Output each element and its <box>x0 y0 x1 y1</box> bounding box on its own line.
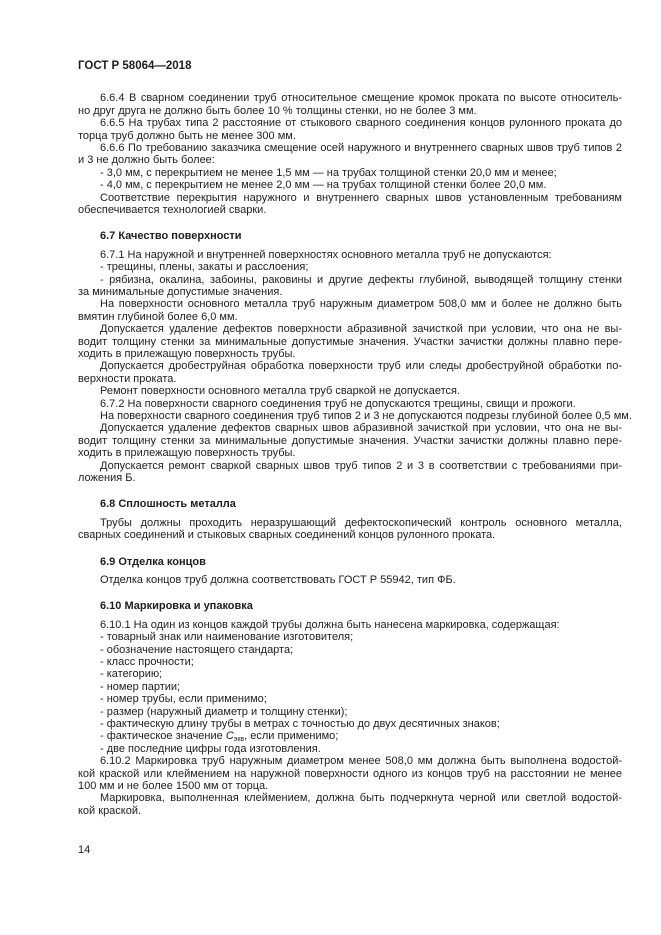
text-line: ложения Б. <box>78 472 136 484</box>
text-line: Соответствие перекрытия наружного и внутреннего сварных швов установленным требованиям <box>100 191 622 204</box>
symbol-subscript: экв <box>233 736 245 744</box>
list-item <box>78 730 622 742</box>
section-heading: 6.9 Отделка концов <box>100 555 206 568</box>
paragraph <box>78 385 622 397</box>
text-line: 6.6.5 На трубах типа 2 расстояние от стыкового сварного соединения концов рулонного проката до <box>100 117 622 130</box>
paragraph <box>78 460 622 485</box>
paragraph <box>78 398 622 410</box>
section-heading: 6.8 Сплошность металла <box>100 498 236 511</box>
text-line: На поверхности сварного соединения труб типов 2 и 3 не допускаются подрезы глубиной более 0,5 мм. <box>100 410 632 423</box>
document-header: ГОСТ Р 58064—2018 <box>78 60 192 72</box>
text-line: сварных соединений и стыковых сварных соединений концов рулонного проката. <box>78 529 496 542</box>
paragraph <box>78 517 622 542</box>
paragraph <box>78 574 622 586</box>
text-line: вмятин глубиной более 6,0 мм. <box>78 310 238 323</box>
text-line: водит толщину стенки за минимальные допустимые значения. Участки зачистки должны плавно пере- <box>78 335 622 348</box>
text-line: кой краской или клеймением на наружной поверхности одного из концов труб на расстоянии не менее <box>78 767 622 780</box>
text-line: Допускается ремонт сваркой сварных швов труб типов 2 и 3 в соответствии с требованиями при- <box>100 459 622 472</box>
paragraph <box>78 792 622 817</box>
paragraph <box>78 142 622 167</box>
document-page <box>78 60 632 817</box>
paragraph <box>78 249 622 261</box>
text-line: - 3,0 мм, с перекрытием не менее 1,5 мм — на трубах толщиной стенки 20,0 мм и менее; <box>100 166 557 179</box>
text-line: 6.10.1 На один из концов каждой трубы должна быть нанесена маркировка, содержащая: <box>100 618 560 631</box>
list-item-text: - фактическое значение <box>100 730 226 743</box>
text-line: Маркировка, выполненная клеймением, должна быть подчеркнута черной или светлой водостой- <box>100 792 622 805</box>
symbol-c: C <box>225 730 234 743</box>
paragraph <box>78 92 622 117</box>
paragraph <box>78 179 622 191</box>
text-line: 6.6.6 По требованию заказчика смещение осей наружного и внутреннего сварных швов труб типов 2 <box>100 142 622 154</box>
text-line: Допускается удаление дефектов сварных швов абразивной зачисткой при условии, что она не вы- <box>100 422 622 435</box>
paragraph <box>78 422 622 459</box>
text-line: - трещины, плены, закаты и расслоения; <box>100 261 309 274</box>
section-heading: 6.7 Качество поверхности <box>100 230 242 243</box>
paragraph <box>78 755 622 792</box>
paragraph <box>78 619 622 631</box>
text-line: 6.7.2 На поверхности сварного соединения труб не допускаются трещины, свищи и прожоги. <box>100 397 576 410</box>
document-body <box>78 92 632 817</box>
text-line: 6.6.4 В сварном соединении труб относительное смещение кромок проката по высоте относитель- <box>100 92 622 105</box>
text-line: - рябизна, окалина, забоины, раковины и другие дефекты глубиной, выводящей толщину стенки <box>100 273 622 286</box>
paragraph <box>78 274 622 299</box>
text-line: верхности проката. <box>78 372 177 385</box>
text-line: 100 мм и не более 1500 мм от торца. <box>78 780 269 793</box>
list-item: - категорию; <box>100 668 163 681</box>
paragraph <box>78 298 622 323</box>
list-item: - обозначение настоящего стандарта; <box>100 643 294 656</box>
list-item: - номер трубы, если применимо; <box>100 693 267 706</box>
text-line: ходить в прилежащую поверхность трубы. <box>78 348 296 360</box>
paragraph <box>78 323 622 360</box>
text-line: 6.7.1 На наружной и внутренней поверхностях основного металла труб не допускаются: <box>100 248 552 261</box>
list-item: - номер партии; <box>100 680 181 693</box>
list-item: - фактическую длину трубы в метрах с точностью до двух десятичных знаков; <box>100 718 500 731</box>
list-item: - товарный знак или наименование изготовителя; <box>100 631 354 644</box>
paragraph <box>78 167 622 179</box>
text-line: Отделка концов труб должна соответствовать ГОСТ Р 55942, тип ФБ. <box>100 574 456 587</box>
section-heading: 6.10 Маркировка и упаковка <box>100 600 253 613</box>
text-line: кой краской. <box>78 804 142 817</box>
list-item: - две последние цифры года изготовления. <box>100 742 321 755</box>
text-line: На поверхности основного металла труб наружным диаметром 508,0 мм и более не должно быть <box>100 298 622 311</box>
list-item-text: , если применимо; <box>244 730 339 743</box>
text-line: но друг друга не должно быть более 10 % толщины стенки, но не более 3 мм. <box>78 104 477 117</box>
text-line: Трубы должны проходить неразрушающий дефектоскопический контроль основного металла, <box>100 516 622 529</box>
bullet-list <box>78 631 622 730</box>
text-line: - 4,0 мм, с перекрытием не менее 2,0 мм — на трубах толщиной стенки более 20,0 мм. <box>100 179 547 192</box>
bullet-list <box>78 743 622 755</box>
text-line: Ремонт поверхности основного металла труб сваркой не допускается. <box>100 385 460 398</box>
text-line: торца труб должно быть не менее 300 мм. <box>78 129 296 142</box>
page-number: 14 <box>78 844 91 856</box>
list-item: - размер (наружный диаметр и толщину стенки); <box>100 705 348 718</box>
paragraph <box>78 360 622 385</box>
text-line: водит толщину стенки за минимальные допустимые значения. Участки зачистки должны плавно пере- <box>78 434 622 447</box>
list-item: - класс прочности; <box>100 656 194 669</box>
paragraph <box>78 192 622 217</box>
paragraph <box>78 410 632 423</box>
text-line: обеспечивается технологией сварки. <box>78 204 267 216</box>
text-line: и 3 не должно быть более: <box>78 154 215 167</box>
text-line: за минимальные допустимые значения. <box>78 286 283 299</box>
text-line: Допускается удаление дефектов поверхности абразивной зачисткой при условии, что она не вы- <box>100 323 622 336</box>
text-line: Допускается дробеструйная обработка поверхности труб или следы дробеструйной обработки по- <box>100 360 622 373</box>
paragraph <box>78 261 622 273</box>
paragraph <box>78 117 622 142</box>
text-line: ходить в прилежащую поверхность трубы. <box>78 447 296 460</box>
text-line: 6.10.2 Маркировка труб наружным диаметром менее 508,0 мм должна быть выполнена водостой- <box>100 755 622 768</box>
